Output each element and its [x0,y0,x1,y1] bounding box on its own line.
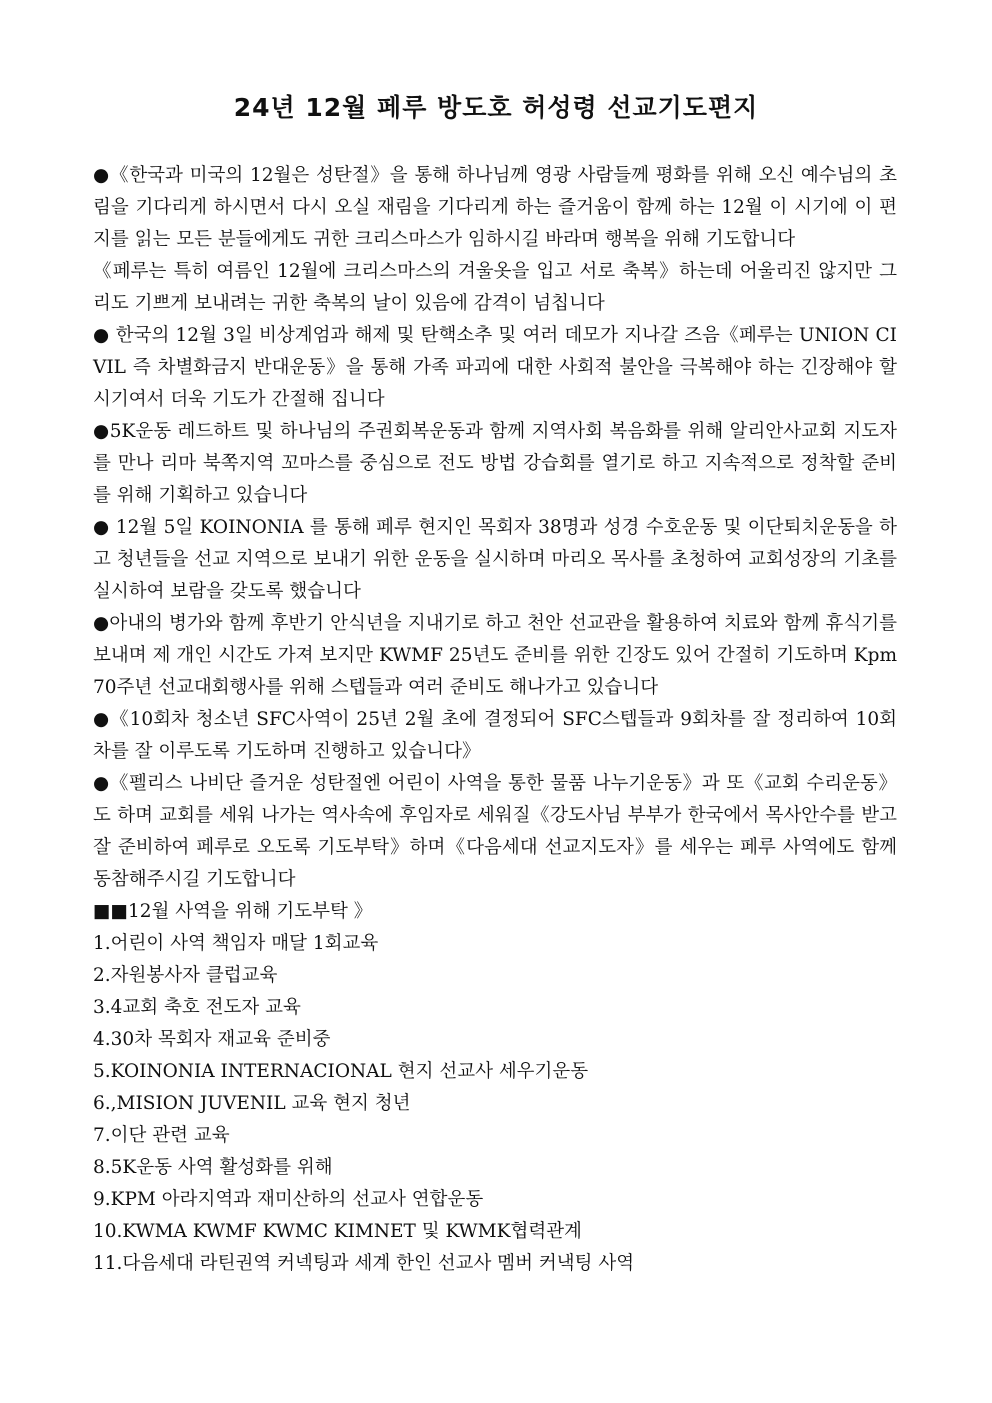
list-item: 4.30차 목회자 재교육 준비중 [93,1029,331,1050]
paragraph-christmas-greeting: ●《한국과 미국의 12월은 성탄절》을 통해 하나님께 영광 사람들께 평화를 위해 오신 예수님의 초림을 기다리게 하시면서 다시 오실 재림을 기다리게 하는 즐거움이 함께 하는 12월 이 시기에 이 편지를 읽는 모든 분들에게도 귀한 크리스마스가 임하시길 바라며 행복을 위해 기도합니다 [93,165,897,250]
list-item: 7.이단 관련 교육 [93,1125,230,1146]
paragraph-koinonia: ● 12월 5일 KOINONIA 를 통해 페루 현지인 목회자 38명과 성경 수호운동 및 이단퇴치운동을 하고 청년들을 선교 지역으로 보내기 위한 운동을 실시하며 마리오 목사를 초청하여 교회성장의 기초를 실시하여 보람을 갖도록 했습니다 [93,517,897,602]
letter-body [93,160,897,1280]
page-title: 24년 12월 페루 방도호 허성령 선교기도편지 [233,93,759,122]
prayer-request-heading: ■■12월 사역을 위해 기도부탁 》 [93,901,373,922]
list-item: 1.어린이 사역 책임자 매달 1회교육 [93,933,379,954]
prayer-request-list [93,928,897,1280]
paragraph-sabbatical: ●아내의 병가와 함께 후반기 안식년을 지내기로 하고 천안 선교관을 활용하여 치료와 함께 휴식기를 보내며 제 개인 시간도 가져 보지만 KWMF 25년도 준비를 위한 긴장도 있어 간절히 기도하며 Kpm 70주년 선교대회행사를 위해 스텝들과 여러 준비도 해나가고 있습니다 [93,613,897,698]
list-item: 5.KOINONIA INTERNACIONAL 현지 선교사 세우기운동 [93,1061,589,1082]
list-item: 11.다음세대 라틴권역 커넥팅과 세계 한인 선교사 멤버 커낵팅 사역 [93,1253,635,1274]
list-item: 8.5K운동 사역 활성화를 위해 [93,1157,333,1178]
paragraph-5k-movement: ●5K운동 레드하트 및 하나님의 주권회복운동과 함께 지역사회 복음화를 위해 알리안사교회 지도자를 만나 리마 북쪽지역 꼬마스를 중심으로 전도 방법 강습회를 열기로 하고 지속적으로 정착할 준비를 위해 기획하고 있습니다 [93,421,897,506]
paragraph-sfc-ministry: ●《10회차 청소년 SFC사역이 25년 2월 초에 결정되어 SFC스텝들과 9회차를 잘 정리하여 10회차를 잘 이루도록 기도하며 진행하고 있습니다》 [93,709,897,762]
list-item: 2.자원봉사자 클럽교육 [93,965,278,986]
list-item: 6.,MISION JUVENIL 교육 현지 청년 [93,1093,411,1114]
list-item: 10.KWMA KWMF KWMC KIMNET 및 KWMK협력관계 [93,1221,582,1242]
list-item: 9.KPM 아라지역과 재미산하의 선교사 연합운동 [93,1189,484,1210]
paragraph-korea-situation: ● 한국의 12월 3일 비상계엄과 해제 및 탄핵소추 및 여러 데모가 지나갈 즈음《페루는 UNION CIVIL 즉 차별화금지 반대운동》을 통해 가족 파괴에 대한 사회적 불안을 극복해야 하는 긴장해야 할 시기여서 더욱 기도가 간절해 집니다 [93,325,897,410]
paragraph-peru-summer-christmas: 《페루는 특히 여름인 12월에 크리스마스의 겨울옷을 입고 서로 축복》하는데 어울리진 않지만 그리도 기쁘게 보내려는 귀한 축복의 날이 있음에 감격이 넘칩니다 [93,261,897,314]
list-item: 3.4교회 축호 전도자 교육 [93,997,301,1018]
paragraph-feliz-navidad: ●《펠리스 나비단 즐거운 성탄절엔 어린이 사역을 통한 물품 나누기운동》과 또《교회 수리운동》도 하며 교회를 세워 나가는 역사속에 후임자로 세워질《강도사님 부부가 한국에서 목사안수를 받고 잘 준비하여 페루로 오도록 기도부탁》하며《다음세대 선교지도자》를 세우는 페루 사역에도 함께 동참해주시길 기도합니다 [93,773,897,890]
